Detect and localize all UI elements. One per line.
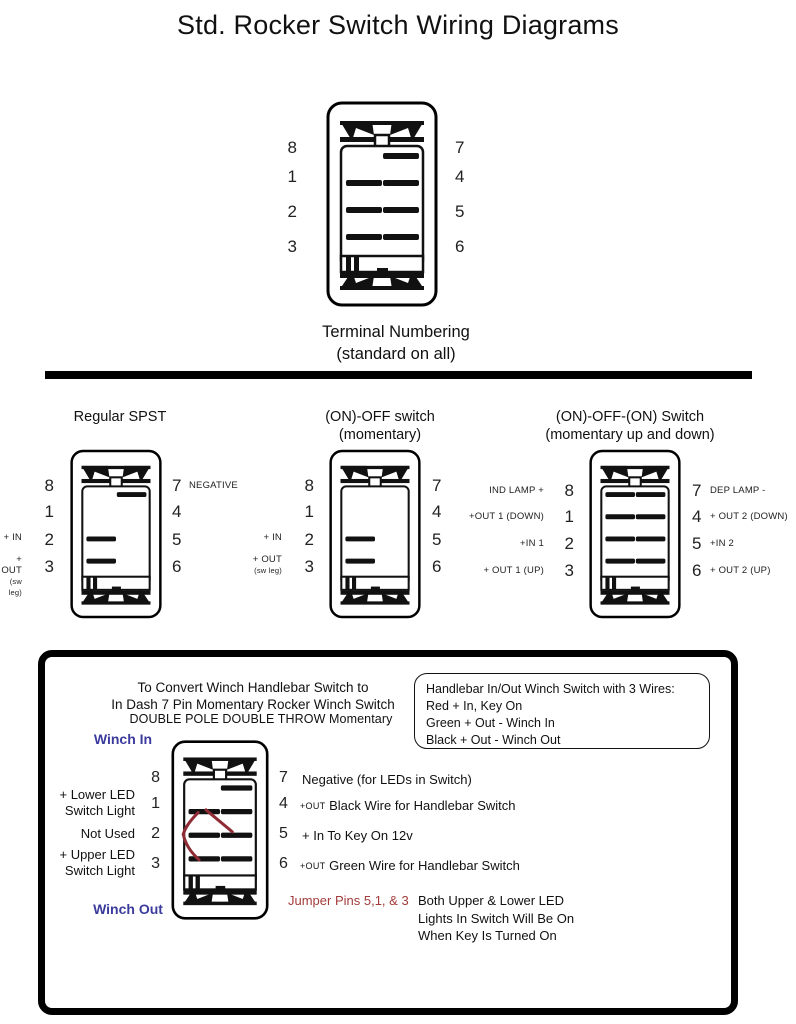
notebox-line-3: Black + Out - Winch Out (426, 733, 561, 747)
winch-label-left-3-line2: Switch Light (64, 863, 135, 879)
terminal-pin-right-2: 5 (455, 202, 465, 221)
terminal-pin-right-0: 7 (455, 138, 465, 157)
switch-winch-dpdt (170, 740, 270, 920)
winch-row-3-text: Green Wire for Handlebar Switch (329, 858, 520, 873)
winch-pin-right-0: 7 (279, 769, 288, 786)
winch-row-0-text: Negative (for LEDs in Switch) (302, 772, 472, 787)
diagram-1-heading: Regular SPST (73, 409, 167, 425)
onoff-label-left-3-line1: + OUT (252, 554, 282, 565)
winch-label-left-1 (20, 787, 135, 820)
onoff-pin-right-3: 6 (432, 557, 442, 576)
jumper-pins-note: Jumper Pins 5,1, & 3 (288, 893, 409, 908)
panel-head-line2: In Dash 7 Pin Momentary Rocker Winch Switch (111, 697, 395, 712)
jumper-result-line3: When Key Is Turned On (418, 928, 557, 944)
onoff-pin-left-2: 2 (304, 530, 314, 549)
winch-row-3 (300, 858, 520, 875)
spst-pin-right-1: 4 (172, 502, 182, 521)
winch-pin-left-0: 8 (151, 769, 160, 786)
onoff-label-left-3-line2: (sw leg) (254, 565, 282, 575)
onoff-pin-left-3: 3 (304, 557, 314, 576)
winch-pin-left-2: 2 (151, 825, 160, 842)
section-divider (45, 371, 752, 379)
spst-label-left-3 (0, 555, 22, 599)
terminal-caption-line1: Terminal Numbering (322, 323, 470, 341)
panel-sub-line: DOUBLE POLE DOUBLE THROW Momentary (129, 712, 393, 726)
spst-label-left-3-line2: (sw leg) (8, 576, 22, 597)
onoffon-label-left-2: +IN 1 (520, 538, 544, 549)
winch-pin-right-2: 5 (279, 825, 288, 842)
winch-row-2-text: + In To Key On 12v (302, 828, 413, 843)
notebox-line-1: Red + In, Key On (426, 699, 523, 713)
onoffon-label-left-0: IND LAMP + (489, 485, 544, 496)
rocker-switch-graphic (70, 448, 162, 620)
winch-pin-left-3: 3 (151, 855, 160, 872)
onoffon-label-right-0: DEP LAMP - (710, 485, 766, 496)
winch-in-label: Winch In (93, 731, 153, 747)
winch-out-label: Winch Out (93, 901, 163, 917)
switch-spst (70, 448, 162, 620)
handlebar-wires-notebox (414, 673, 710, 749)
diagram-2-heading-line2: (momentary) (338, 427, 422, 443)
rocker-switch-graphic (329, 448, 421, 620)
onoffon-pin-left-1: 1 (564, 507, 574, 526)
winch-row-1 (300, 798, 516, 815)
spst-label-right-0: NEGATIVE (189, 480, 238, 491)
onoff-pin-right-0: 7 (432, 476, 442, 495)
panel-head-line1: To Convert Winch Handlebar Switch to (137, 680, 369, 695)
terminal-caption-line2: (standard on all) (336, 345, 456, 363)
onoffon-pin-right-3: 6 (692, 561, 702, 580)
onoff-pin-left-0: 8 (304, 476, 314, 495)
spst-pin-right-3: 6 (172, 557, 182, 576)
onoffon-label-right-2: +IN 2 (710, 538, 734, 549)
onoffon-label-right-3: + OUT 2 (UP) (710, 565, 771, 576)
onoff-pin-right-1: 4 (432, 502, 442, 521)
onoff-pin-right-2: 5 (432, 530, 442, 549)
onoffon-pin-left-2: 2 (564, 534, 574, 553)
page-title: Std. Rocker Switch Wiring Diagrams (177, 10, 619, 40)
spst-label-left-3-line1: + OUT (1, 554, 22, 576)
onoffon-pin-left-0: 8 (564, 481, 574, 500)
terminal-pin-left-1: 1 (287, 167, 297, 186)
winch-pin-right-1: 4 (279, 795, 288, 812)
spst-pin-left-0: 8 (44, 476, 54, 495)
onoffon-label-right-1: + OUT 2 (DOWN) (710, 511, 788, 522)
terminal-pin-left-0: 8 (287, 138, 297, 157)
diagram-3-heading-line1: (ON)-OFF-(ON) Switch (555, 409, 705, 425)
jumper-result-text (418, 892, 668, 945)
terminal-pin-right-3: 6 (455, 237, 465, 256)
switch-on-off-on (589, 448, 681, 620)
spst-pin-left-3: 3 (44, 557, 54, 576)
winch-row-1-prefix: +OUT (300, 801, 326, 811)
onoffon-label-left-3: + OUT 1 (UP) (483, 565, 544, 576)
rocker-switch-graphic (326, 101, 438, 307)
rocker-switch-graphic (170, 740, 270, 920)
notebox-line-0: Handlebar In/Out Winch Switch with 3 Wires: (426, 682, 675, 696)
spst-pin-right-0: 7 (172, 476, 182, 495)
switch-on-off (329, 448, 421, 620)
spst-pin-left-2: 2 (44, 530, 54, 549)
diagram-2-heading-line1: (ON)-OFF switch (325, 409, 435, 425)
jumper-result-line1: Both Upper & Lower LED (418, 893, 564, 908)
onoff-label-left-3 (246, 555, 282, 577)
winch-label-left-3-line1: + Upper LED (59, 847, 135, 862)
onoffon-pin-right-2: 5 (692, 534, 702, 553)
winch-pin-right-3: 6 (279, 855, 288, 872)
diagram-3-heading-line2: (momentary up and down) (545, 427, 715, 443)
onoff-label-left-2: + IN (263, 532, 282, 543)
winch-row-3-prefix: +OUT (300, 861, 326, 871)
onoff-pin-left-1: 1 (304, 502, 314, 521)
winch-row-1-text: Black Wire for Handlebar Switch (329, 798, 516, 813)
winch-pin-left-1: 1 (151, 795, 160, 812)
terminal-pin-left-2: 2 (287, 202, 297, 221)
spst-pin-left-1: 1 (44, 502, 54, 521)
rocker-switch-graphic (589, 448, 681, 620)
winch-label-left-1-line2: Switch Light (64, 803, 135, 819)
winch-label-left-2: Not Used (80, 826, 135, 841)
switch-terminal-numbering (326, 101, 438, 307)
onoffon-pin-right-0: 7 (692, 481, 702, 500)
winch-label-left-3 (20, 847, 135, 880)
notebox-line-2: Green + Out - Winch In (426, 716, 555, 730)
onoffon-pin-right-1: 4 (692, 507, 702, 526)
onoffon-label-left-1: +OUT 1 (DOWN) (469, 511, 544, 522)
spst-pin-right-2: 5 (172, 530, 182, 549)
spst-label-left-2: + IN (3, 532, 22, 543)
onoffon-pin-left-3: 3 (564, 561, 574, 580)
terminal-pin-right-1: 4 (455, 167, 465, 186)
winch-label-left-1-line1: + Lower LED (59, 787, 135, 802)
jumper-result-line2: Lights In Switch Will Be On (418, 910, 575, 926)
terminal-pin-left-3: 3 (287, 237, 297, 256)
